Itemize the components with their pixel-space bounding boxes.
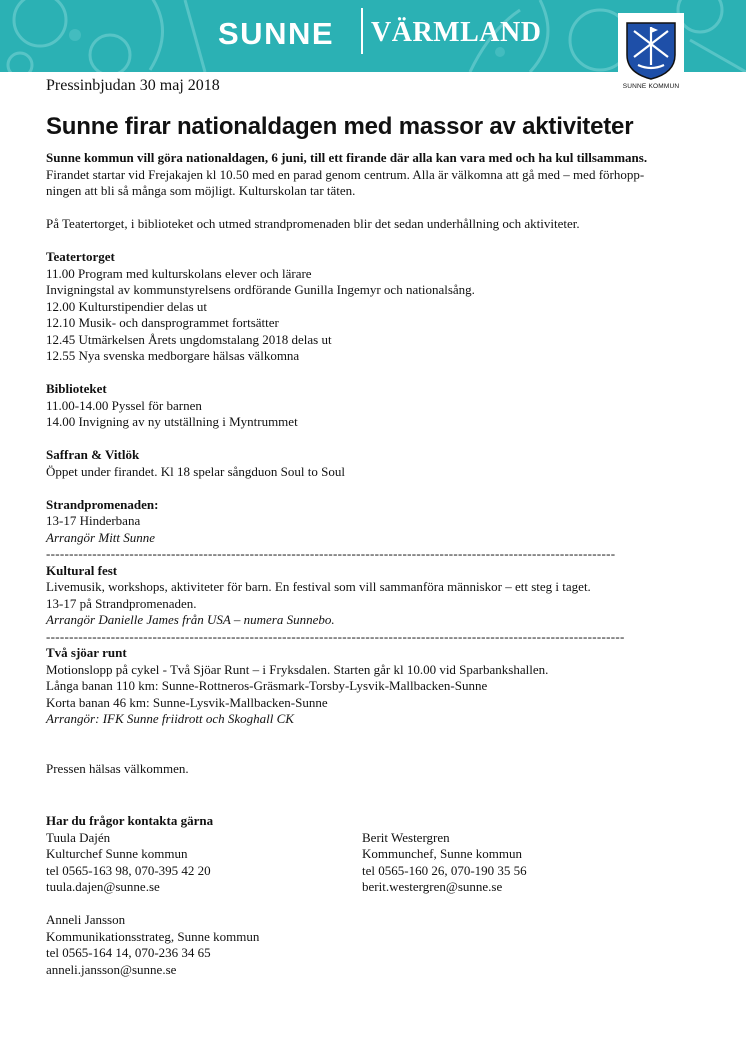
contact-name: Tuula Dajén bbox=[46, 829, 111, 845]
section-title-biblioteket: Biblioteket bbox=[46, 381, 107, 396]
list-item: 11.00 Program med kulturskolans elever och lärare bbox=[46, 265, 312, 281]
section-title-teatertorget: Teatertorget bbox=[46, 249, 115, 264]
contact-email[interactable]: tuula.dajen@sunne.se bbox=[46, 879, 160, 894]
organizer-text: Arrangör Mitt Sunne bbox=[46, 529, 156, 545]
dateline: Pressinbjudan 30 maj 2018 bbox=[46, 77, 220, 94]
section-text: Motionslopp på cykel - Två Sjöar Runt – i Fryksdalen. Starten går kl 10.00 vid Sparbankshallen. bbox=[46, 661, 549, 677]
contact-phone: tel 0565-164 14, 070-236 34 65 bbox=[46, 945, 211, 960]
section-text: 13-17 Hinderbana bbox=[46, 513, 141, 528]
section-title-sjoar: Två sjöar runt bbox=[46, 645, 127, 660]
list-item: 12.55 Nya svenska medborgare hälsas välkomna bbox=[46, 348, 300, 363]
page-title: Sunne firar nationaldagen med massor av aktiviteter bbox=[46, 113, 634, 140]
brand-right: VÄRMLAND bbox=[371, 17, 542, 48]
contacts-section bbox=[46, 813, 706, 977]
press-welcome: Pressen hälsas välkommen. bbox=[46, 760, 189, 776]
locations-text: På Teatertorget, i biblioteket och utmed strandpromenaden blir det sedan underhållning och aktiviteter. bbox=[46, 216, 580, 231]
separator: --------------------------------------------------------------------------------------------------------------------------- bbox=[46, 546, 616, 561]
contact-card bbox=[46, 912, 259, 978]
brand-divider bbox=[361, 8, 363, 54]
separator: ----------------------------------------------------------------------------------------------------------------------------- bbox=[46, 628, 625, 644]
contact-phone: tel 0565-160 26, 070-190 35 56 bbox=[362, 862, 527, 878]
coat-of-arms-icon bbox=[618, 13, 684, 83]
list-item: 12.10 Musik- och dansprogrammet fortsätter bbox=[46, 315, 279, 330]
list-item: 11.00-14.00 Pyssel för barnen bbox=[46, 397, 202, 413]
contact-email[interactable]: berit.westergren@sunne.se bbox=[362, 879, 503, 894]
section-title-kultural: Kultural fest bbox=[46, 562, 118, 578]
municipality-logo bbox=[618, 13, 684, 97]
section-title-saffran: Saffran & Vitlök bbox=[46, 447, 140, 462]
list-item: 12.00 Kulturstipendier delas ut bbox=[46, 298, 208, 314]
contact-name: Berit Westergren bbox=[362, 829, 450, 845]
brand-left: SUNNE bbox=[218, 16, 335, 51]
contact-phone: tel 0565-163 98, 070-395 42 20 bbox=[46, 862, 211, 878]
intro-line: ningen att bli så många som möjligt. Kulturskolan tar täten. bbox=[46, 183, 356, 198]
logo-caption: SUNNE KOMMUN bbox=[622, 83, 680, 90]
contact-name: Anneli Jansson bbox=[46, 912, 126, 927]
list-item: 14.00 Invigning av ny utställning i Myntrummet bbox=[46, 414, 298, 429]
intro-line: Firandet startar vid Frejakajen kl 10.50 med en parad genom centrum. Alla är välkomna att gå med – med förhopp- bbox=[46, 166, 645, 182]
list-item: 12.45 Utmärkelsen Årets ungdomstalang 2018 delas ut bbox=[46, 331, 332, 347]
section-text: Öppet under firandet. Kl 18 spelar sångduon Soul to Soul bbox=[46, 463, 345, 479]
intro-lead: Sunne kommun vill göra nationaldagen, 6 juni, till ett firande där alla kan vara med och ha kul tillsammans. bbox=[46, 150, 648, 165]
contact-role: Kulturchef Sunne kommun bbox=[46, 846, 188, 861]
section-text: Korta banan 46 km: Sunne-Lysvik-Mallbacken-Sunne bbox=[46, 694, 328, 710]
contact-card bbox=[362, 830, 527, 896]
contacts-title: Har du frågor kontakta gärna bbox=[46, 813, 214, 828]
section-text: Livemusik, workshops, aktiviteter för barn. En festival som vill sammanföra människor – ett steg i taget. bbox=[46, 579, 591, 594]
organizer-text: Arrangör: IFK Sunne friidrott och Skoghall CK bbox=[46, 711, 294, 726]
organizer-text: Arrangör Danielle James från USA – numera Sunnebo. bbox=[46, 612, 335, 627]
contact-role: Kommunchef, Sunne kommun bbox=[362, 846, 522, 861]
section-text: 13-17 på Strandpromenaden. bbox=[46, 595, 197, 611]
contact-email[interactable]: anneli.jansson@sunne.se bbox=[46, 961, 177, 977]
section-text: Långa banan 110 km: Sunne-Rottneros-Gräsmark-Torsby-Lysvik-Mallbacken-Sunne bbox=[46, 678, 488, 693]
list-item: Invigningstal av kommunstyrelsens ordförande Gunilla Ingemyr och nationalsång. bbox=[46, 282, 475, 297]
press-body bbox=[46, 150, 706, 777]
section-title-strand: Strandpromenaden: bbox=[46, 496, 159, 512]
contact-role: Kommunikationsstrateg, Sunne kommun bbox=[46, 928, 260, 944]
